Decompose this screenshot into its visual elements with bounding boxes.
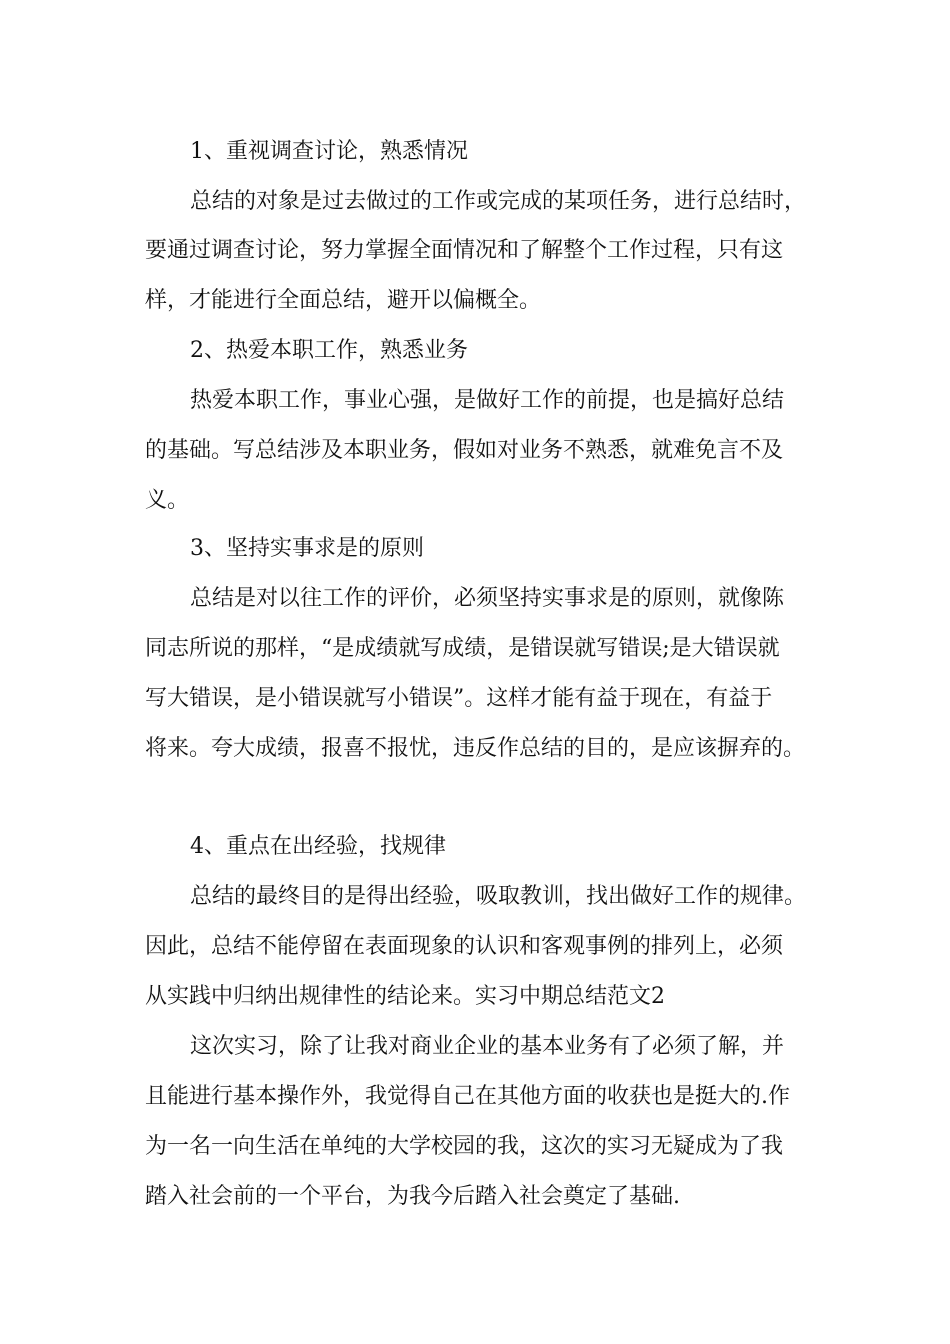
paragraph-2-line-2: 的基础。写总结涉及本职业务，假如对业务不熟悉，就难免言不及 <box>145 438 784 463</box>
heading-4: 4、重点在出经验，找规律 <box>190 834 446 859</box>
heading-1: 1、重视调查讨论，熟悉情况 <box>190 139 468 164</box>
paragraph-1-line-3: 样，才能进行全面总结，避开以偏概全。 <box>145 288 542 313</box>
paragraph-5-line-4: 踏入社会前的一个平台，为我今后踏入社会奠定了基础. <box>145 1184 680 1209</box>
paragraph-3-line-2: 同志所说的那样，“是成绩就写成绩，是错误就写错误;是大错误就 <box>145 636 780 661</box>
paragraph-5-line-3: 为一名一向生活在单纯的大学校园的我，这次的实习无疑成为了我 <box>145 1134 784 1159</box>
paragraph-3-line-1: 总结是对以往工作的评价，必须坚持实事求是的原则，就像陈 <box>190 586 785 611</box>
paragraph-2-line-3: 义。 <box>145 488 190 513</box>
paragraph-3-line-4: 将来。夸大成绩，报喜不报忧，违反作总结的目的，是应该摒弃的。 <box>145 736 806 761</box>
paragraph-3-line-3: 写大错误，是小错误就写小错误”。这样才能有益于现在，有益于 <box>145 686 773 711</box>
heading-2: 2、热爱本职工作，熟悉业务 <box>190 338 468 363</box>
paragraph-2-line-1: 热爱本职工作，事业心强，是做好工作的前提，也是搞好总结 <box>190 388 785 413</box>
paragraph-1-line-2: 要通过调查讨论，努力掌握全面情况和了解整个工作过程，只有这 <box>145 238 784 263</box>
paragraph-4-line-1: 总结的最终目的是得出经验，吸取教训，找出做好工作的规律。 <box>190 884 807 909</box>
paragraph-1-line-1: 总结的对象是过去做过的工作或完成的某项任务，进行总结时， <box>190 189 807 214</box>
paragraph-4-line-2: 因此，总结不能停留在表面现象的认识和客观事例的排列上，必须 <box>145 934 784 959</box>
paragraph-4-line-3: 从实践中归纳出规律性的结论来。实习中期总结范文2 <box>145 984 665 1009</box>
paragraph-5-line-1: 这次实习，除了让我对商业企业的基本业务有了必须了解，并 <box>190 1034 785 1059</box>
paragraph-5-line-2: 且能进行基本操作外，我觉得自己在其他方面的收获也是挺大的.作 <box>145 1084 790 1109</box>
heading-3: 3、坚持实事求是的原则 <box>190 536 424 561</box>
